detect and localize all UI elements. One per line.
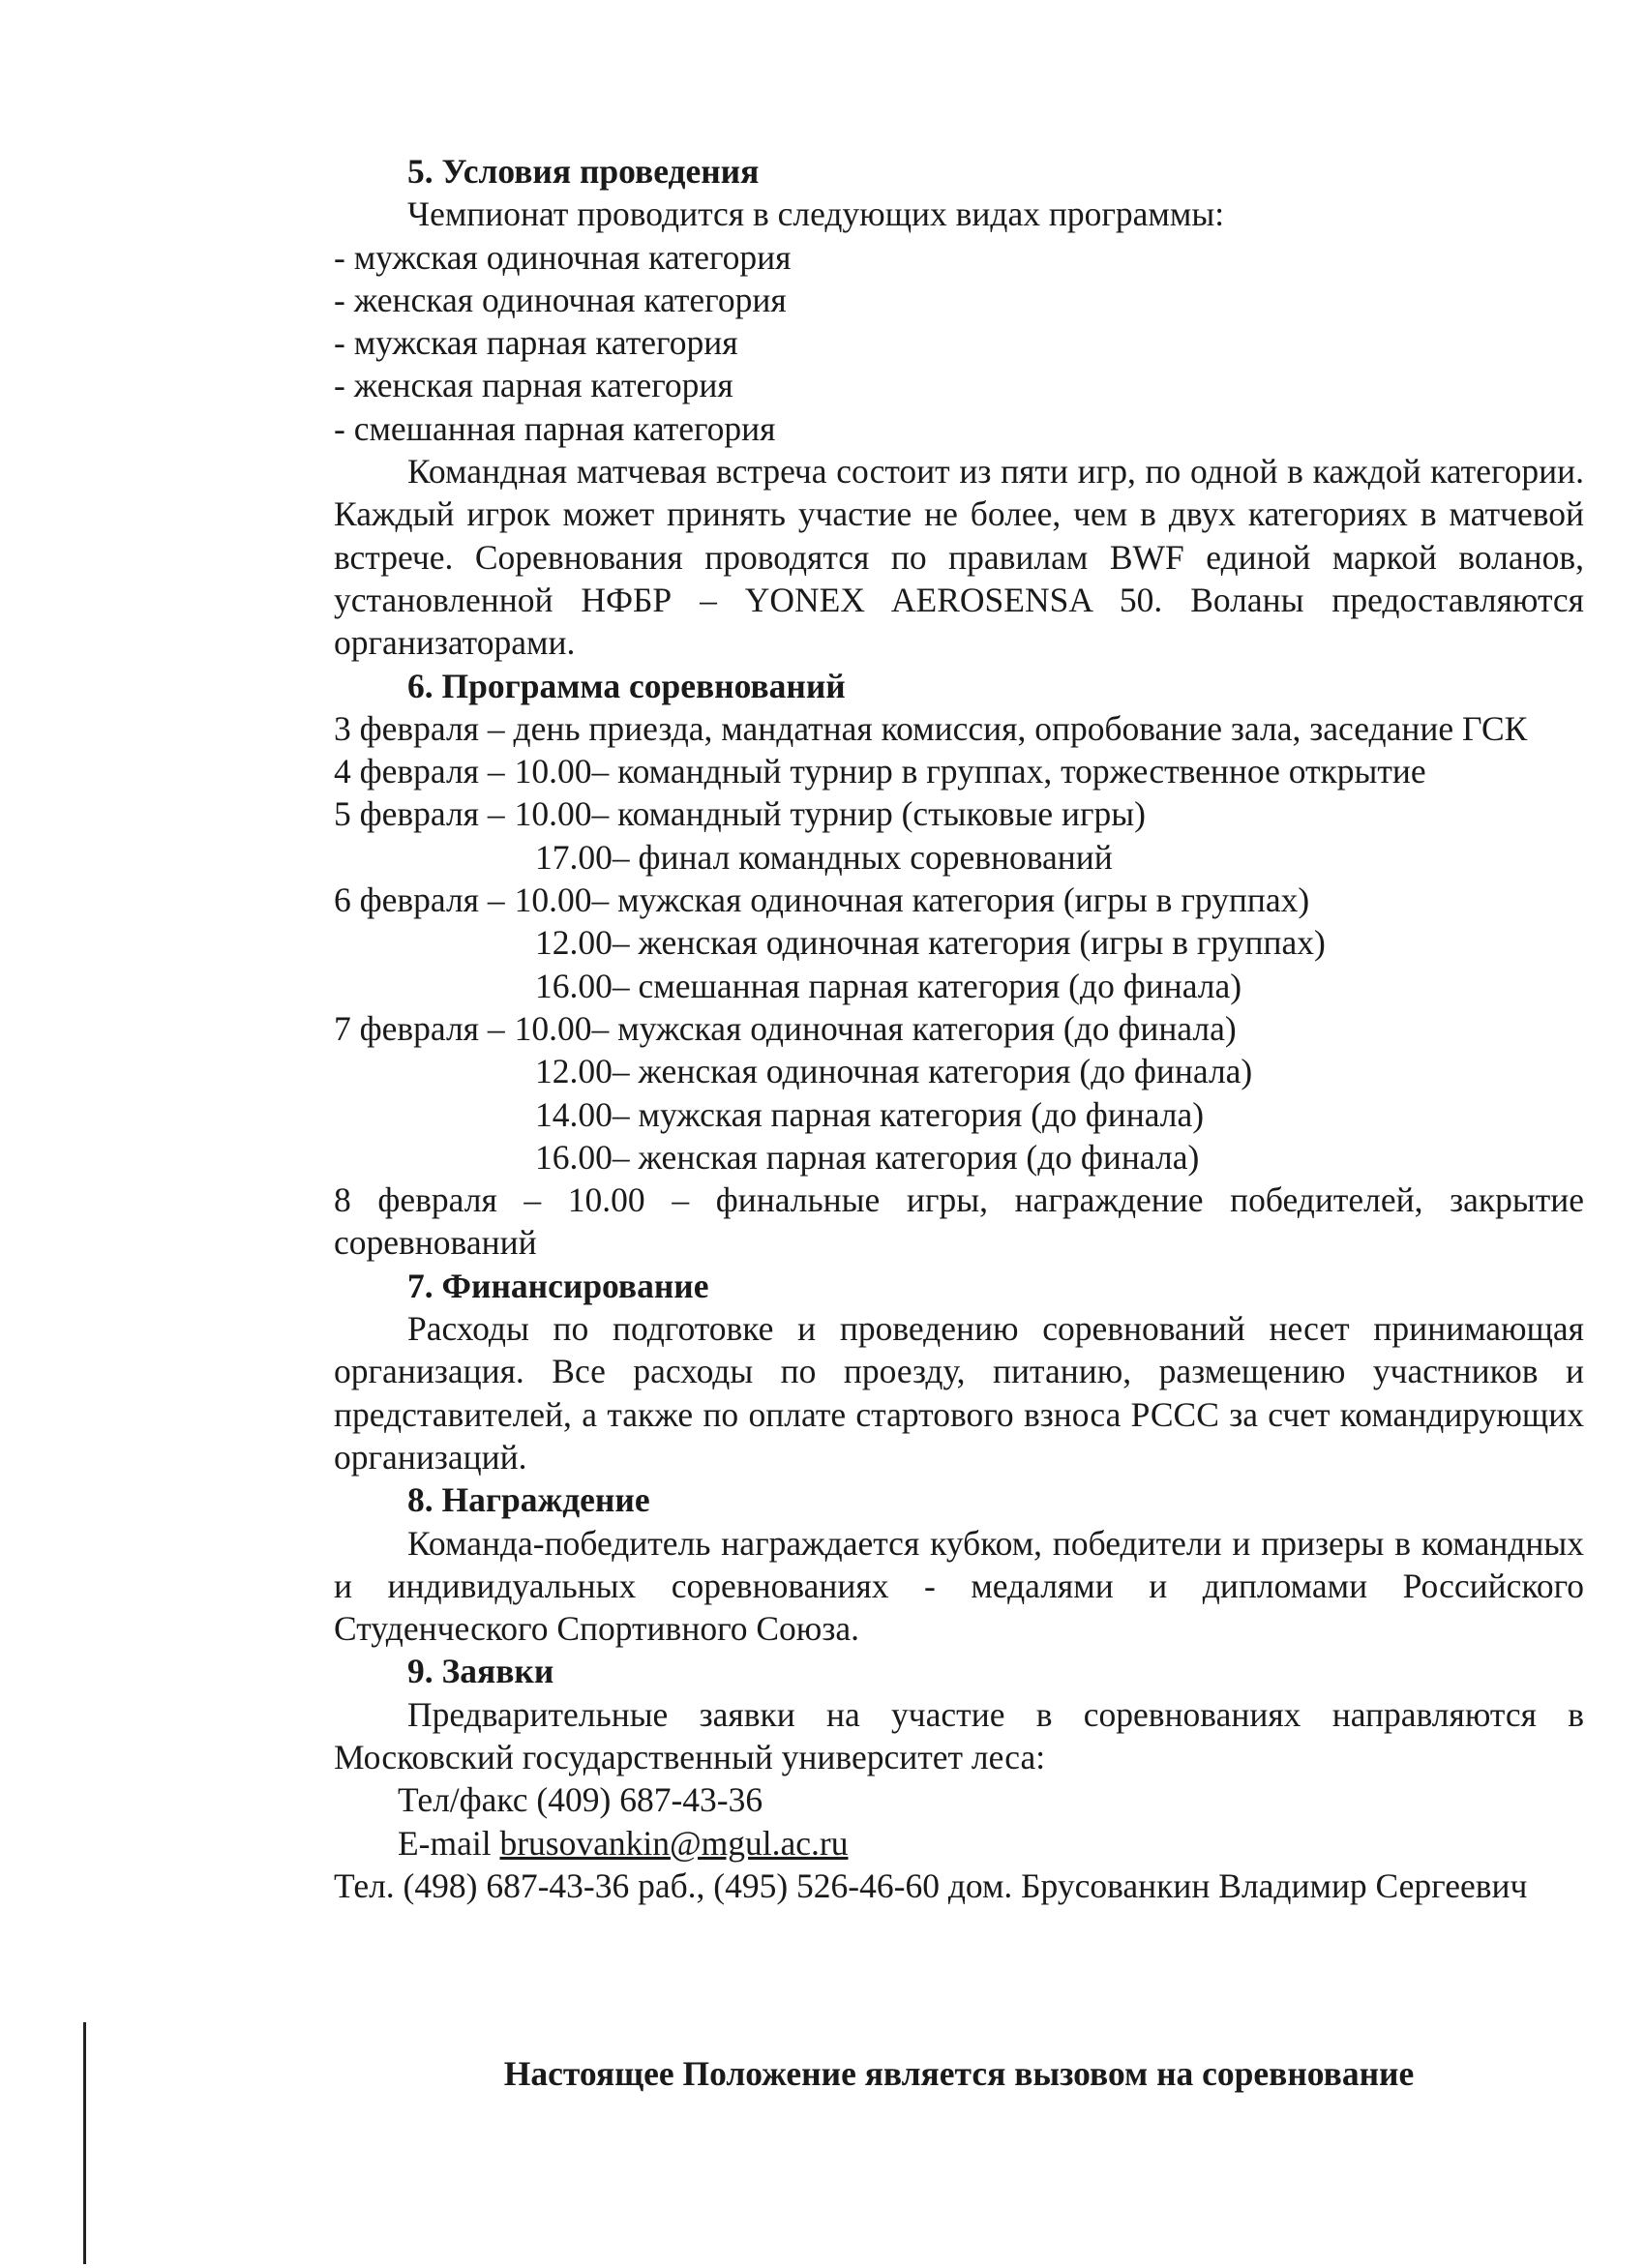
phone-fax: Тел/факс (409) 687-43-36 bbox=[398, 1780, 763, 1820]
section-7-title: 7. Финансирование bbox=[407, 1266, 709, 1305]
schedule-row bbox=[334, 965, 1584, 1007]
section-9-paragraph: Предварительные заявки на участие в соревнованиях направляются в Московский государственный университет леса: bbox=[334, 1694, 1584, 1776]
finals-day: 8 февраля – 10.00 – финальные игры, награждение победителей, закрытие соревнований bbox=[334, 1180, 1584, 1263]
schedule-time: 14.00 bbox=[535, 1094, 613, 1134]
schedule-event: – финал командных соревнований bbox=[612, 837, 1113, 877]
scan-margin-line bbox=[83, 2022, 86, 2264]
section-7-paragraph: Расходы по подготовке и проведению соревнований несет принимающая организация. Все расходы по проезду, питанию, размещению участников и представителей, а также по оплате стартового взноса РССС за счет командирующих организаций. bbox=[334, 1309, 1584, 1477]
section-5-paragraph: Командная матчевая встреча состоит из пяти игр, по одной в каждой категории. Каждый игрок может принять участие не более, чем в двух категориях в матчевой встрече. Соревнования проводятся по правилам BWF единой маркой воланов, установленной НФБР – YONEX AEROSENSA 50. Воланы предоставляются организаторами. bbox=[334, 452, 1584, 663]
schedule-date: 4 февраля – bbox=[334, 752, 505, 791]
schedule-time: 12.00 bbox=[535, 1052, 613, 1091]
schedule-time: 10.00 bbox=[514, 880, 592, 920]
schedule-time: 10.00 bbox=[514, 1008, 592, 1048]
schedule-time: 17.00 bbox=[535, 837, 613, 877]
section-5-intro: Чемпионат проводится в следующих видах программы: bbox=[407, 194, 1225, 234]
schedule-row bbox=[334, 921, 1584, 964]
contact-line: Тел. (498) 687-43-36 раб., (495) 526-46-60 дом. Брусованкин Владимир Сергеевич bbox=[334, 1865, 1528, 1905]
schedule-event: – командный турнир в группах, торжественное открытие bbox=[591, 752, 1426, 791]
section-6-title: 6. Программа соревнований bbox=[407, 666, 846, 705]
schedule bbox=[334, 750, 1584, 1179]
document-body bbox=[334, 150, 1584, 1907]
schedule-time: 10.00 bbox=[514, 752, 592, 791]
section-5-title: 5. Условия проведения bbox=[407, 152, 760, 191]
schedule-time: 16.00 bbox=[535, 1137, 613, 1177]
program-item: - мужская одиночная категория bbox=[334, 237, 792, 277]
schedule-row bbox=[334, 792, 1584, 835]
schedule-event: – женская одиночная категория (до финала) bbox=[612, 1052, 1253, 1091]
section-8-title: 8. Награждение bbox=[407, 1480, 650, 1520]
schedule-event: – мужская одиночная категория (игры в группах) bbox=[591, 880, 1310, 920]
email-link[interactable]: brusovankin@mgul.ac.ru bbox=[499, 1823, 849, 1863]
schedule-time: 10.00 bbox=[514, 794, 592, 834]
arrival-day: 3 февраля – день приезда, мандатная комиссия, опробование зала, заседание ГСК bbox=[334, 708, 1528, 748]
program-item: - женская одиночная категория bbox=[334, 280, 787, 319]
schedule-event: – женская парная категория (до финала) bbox=[612, 1137, 1200, 1177]
schedule-event: – командный турнир (стыковые игры) bbox=[591, 794, 1146, 834]
program-list bbox=[334, 236, 1584, 450]
email-line bbox=[334, 1822, 1584, 1865]
schedule-time: 16.00 bbox=[535, 966, 613, 1005]
schedule-row bbox=[334, 1050, 1584, 1092]
schedule-event: – женская одиночная категория (игры в группах) bbox=[612, 923, 1326, 963]
schedule-row bbox=[334, 879, 1584, 921]
schedule-event: – смешанная парная категория (до финала) bbox=[612, 966, 1242, 1005]
schedule-row bbox=[334, 1007, 1584, 1050]
program-item: - смешанная парная категория bbox=[334, 408, 776, 448]
schedule-date: 5 февраля – bbox=[334, 794, 505, 834]
schedule-row bbox=[334, 750, 1584, 792]
section-8-paragraph: Команда-победитель награждается кубком, победители и призеры в командных и индивидуальных соревнованиях - медалями и дипломами Российского Студенческого Спортивного Союза. bbox=[334, 1523, 1584, 1649]
program-item: - мужская парная категория bbox=[334, 323, 738, 363]
schedule-date: 7 февраля – bbox=[334, 1008, 505, 1048]
email-label: E-mail bbox=[398, 1823, 500, 1863]
schedule-time: 12.00 bbox=[535, 923, 613, 963]
schedule-date: 6 февраля – bbox=[334, 880, 505, 920]
section-9-title: 9. Заявки bbox=[407, 1652, 554, 1691]
schedule-event: – мужская одиночная категория (до финала) bbox=[591, 1008, 1237, 1048]
program-item: - женская парная категория bbox=[334, 366, 733, 405]
schedule-row bbox=[334, 1136, 1584, 1179]
schedule-row bbox=[334, 1093, 1584, 1136]
closing-statement: Настоящее Положение является вызовом на соревнование bbox=[503, 2054, 1415, 2093]
schedule-event: – мужская парная категория (до финала) bbox=[612, 1094, 1205, 1134]
schedule-row bbox=[334, 836, 1584, 879]
